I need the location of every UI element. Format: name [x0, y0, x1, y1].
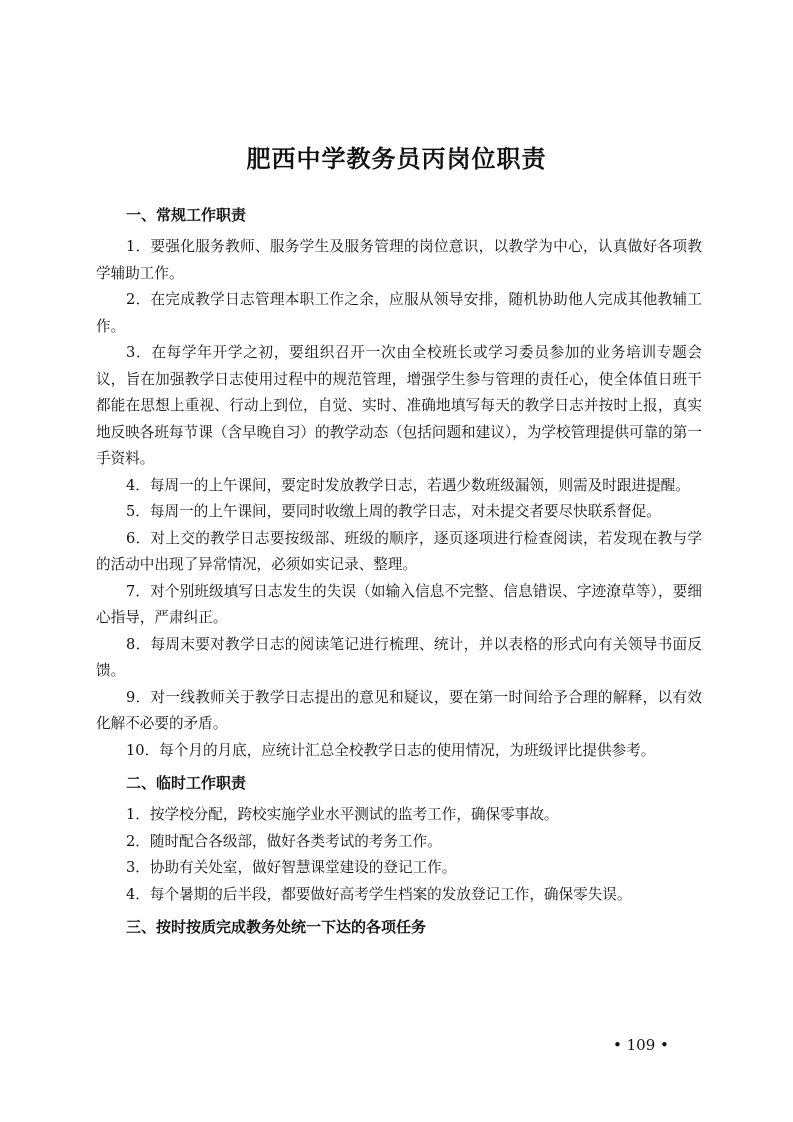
- list-item: 1．按学校分配，跨校实施学业水平测试的监考工作，确保零事故。: [126, 806, 559, 823]
- page-number: • 109 •: [613, 1036, 669, 1054]
- list-item: 2．随时配合各级部，做好各类考试的考务工作。: [126, 832, 442, 850]
- section-heading-routine: 一、常规工作职责: [126, 206, 247, 224]
- list-item: 4．每周一的上午课间，要定时发放教学日志，若遇少数班级漏领，则需及时跟进提醒。: [126, 476, 690, 494]
- section-heading-tasks: 三、按时按质完成教务处统一下达的各项任务: [126, 918, 427, 936]
- list-item: 5．每周一的上午课间，要同时收缴上周的教学日志，对未提交者要尽快联系督促。: [126, 503, 661, 520]
- list-item: 10．每个月的月底，应统计汇总全校教学日志的使用情况，为班级评比提供参考。: [126, 741, 656, 759]
- list-item: 3．在每学年开学之初，要组织召开一次由全校班长或学习委员参加的业务培训专题会议，旨在加强教学日志使用过程中的规范管理，增强学生参与管理的责任心，使全体值日班干都能在思想上重视、行动上到位，自觉、实时、准确地填写每天的教学日志并按时上报，真实地反映各班每节课（含早晚自习）的教学动态（包括问题和建议），为学校管理提供可靠的第一手资料。: [96, 344, 702, 467]
- list-item: 2．在完成教学日志管理本职工作之余，应服从领导安排，随机协助他人完成其他教辅工作。: [96, 291, 702, 335]
- list-item: 9．对一线教师关于教学日志提出的意见和疑议，要在第一时间给予合理的解释，以有效化解不必要的矛盾。: [96, 688, 702, 732]
- list-item: 3．协助有关处室，做好智慧课堂建设的登记工作。: [126, 859, 457, 876]
- document-body: [96, 202, 702, 940]
- list-item: 7．对个别班级填写日志发生的失误（如输入信息不完整、信息错误、字迹潦草等），要细心指导，严肃纠正。: [96, 582, 702, 626]
- list-item: 1．要强化服务教师、服务学生及服务管理的岗位意识，以教学为中心，认真做好各项教学辅助工作。: [96, 238, 702, 282]
- section-heading-temporary: 二、临时工作职责: [126, 774, 247, 792]
- list-item: 6．对上交的教学日志要按级部、班级的顺序，逐页逐项进行检查阅读，若发现在教与学的活动中出现了异常情况，必须如实记录、整理。: [96, 529, 702, 573]
- list-item: 4．每个暑期的后半段，都要做好高考学生档案的发放登记工作，确保零失误。: [126, 885, 632, 903]
- list-item: 8．每周末要对教学日志的阅读笔记进行梳理、统计，并以表格的形式向有关领导书面反馈。: [96, 635, 702, 679]
- page-title: 肥西中学教务员丙岗位职责: [246, 145, 547, 173]
